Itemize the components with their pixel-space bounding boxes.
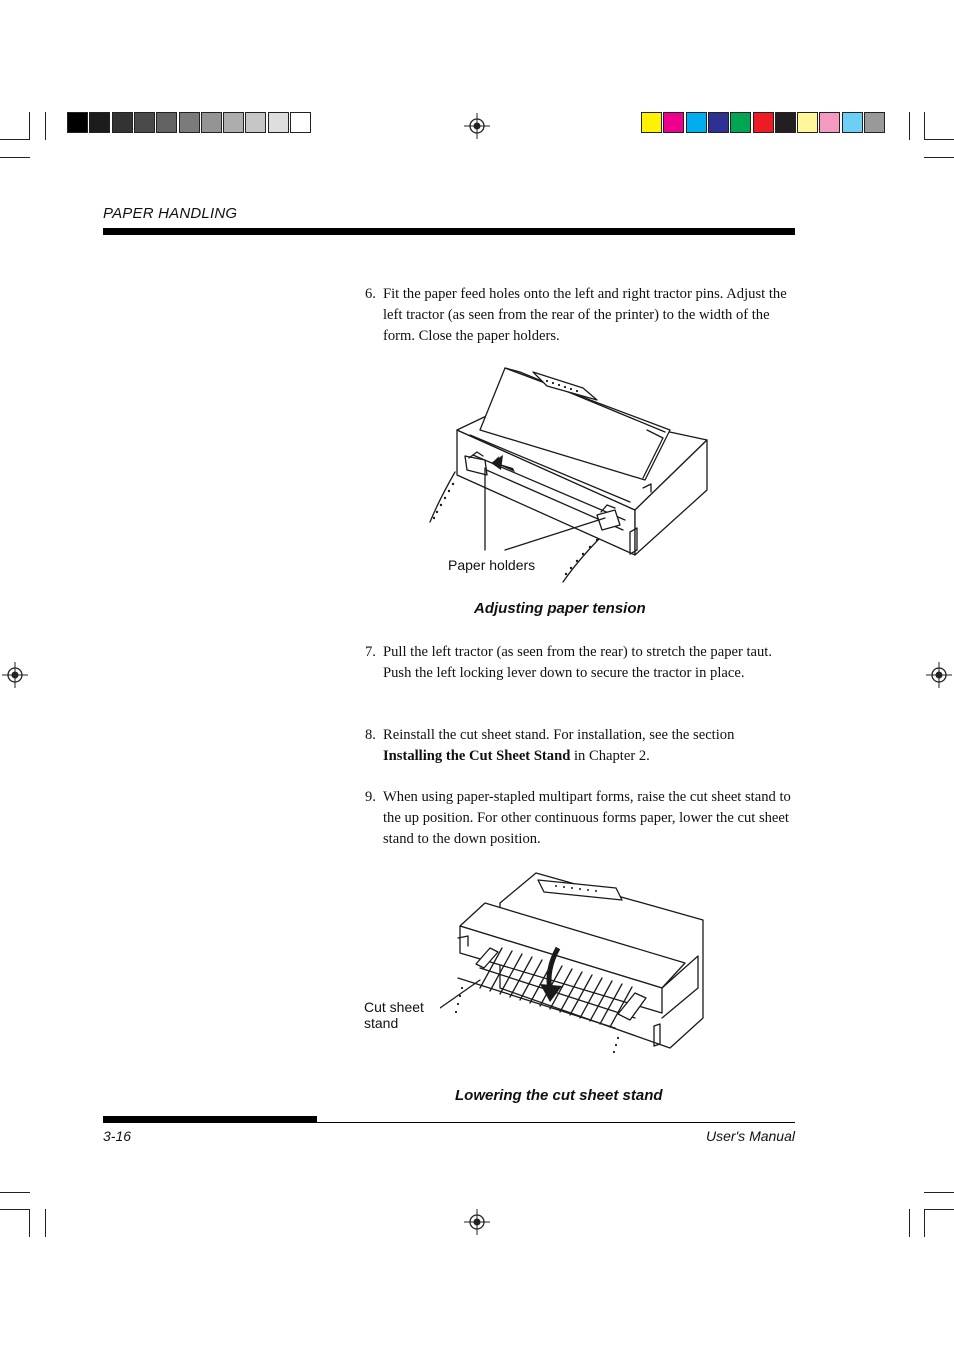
step-text: Fit the paper feed holes onto the left and right tractor pins. Adjust the left tractor (as seen from the rear of the printer) to the width of the form. Close the paper holders. [383,286,787,344]
callout-paper-holders: Paper holders [448,557,536,573]
crop-mark [45,112,46,140]
color-swatch [112,112,133,133]
step-number: 6. [365,286,376,302]
crop-mark [924,112,925,140]
color-swatch [753,112,774,133]
color-swatch [864,112,885,133]
crop-mark [29,1209,30,1237]
callout-cut-sheet-stand [364,999,424,1031]
figure-caption: Adjusting paper tension [474,600,646,617]
step-text-part: Reinstall the cut sheet stand. For installation, see the section [383,727,735,743]
crop-mark [45,1209,46,1237]
crop-mark [909,1209,910,1237]
page-number: 3-16 [103,1128,132,1144]
crop-mark [0,1209,30,1210]
step-9 [365,787,793,850]
color-swatch [201,112,222,133]
crop-mark [0,139,30,140]
crop-mark [0,157,30,158]
registration-target-icon [2,662,28,688]
color-swatch [156,112,177,133]
crop-mark [0,1192,30,1193]
registration-target-icon [464,113,490,139]
step-text-part: in Chapter 2. [570,748,650,764]
color-swatch [819,112,840,133]
color-swatch [67,112,88,133]
color-swatch [89,112,110,133]
figure-caption: Lowering the cut sheet stand [455,1087,663,1104]
step-number: 8. [365,727,376,743]
crop-mark [924,139,954,140]
crop-mark [924,1209,925,1237]
step-6 [365,284,797,347]
color-swatch [730,112,751,133]
step-8 [365,725,785,767]
printer-tractor-illustration [425,360,715,585]
color-swatch [797,112,818,133]
step-text: When using paper-stapled multipart forms, raise the cut sheet stand to the up position. For other continuous forms paper, lower the cut sheet stand to the down position. [383,789,791,847]
crop-mark [924,1192,954,1193]
callout-line: Cut sheet [364,999,424,1015]
callout-line: stand [364,1015,399,1031]
color-swatch [245,112,266,133]
running-header: PAPER HANDLING [103,205,238,222]
header-rule [103,228,795,235]
crop-mark [29,112,30,140]
color-swatch [223,112,244,133]
color-swatch [775,112,796,133]
registration-target-icon [926,662,952,688]
color-swatch [842,112,863,133]
step-number: 7. [365,644,376,660]
color-swatch [268,112,289,133]
step-text: Pull the left tractor (as seen from the rear) to stretch the paper taut. Push the left locking lever down to secure the tractor in place. [383,644,773,681]
step-text [383,725,785,767]
registration-target-icon [464,1209,490,1235]
color-swatch [134,112,155,133]
color-swatch [179,112,200,133]
step-7 [365,642,785,684]
crop-mark [924,157,954,158]
color-swatch [290,112,311,133]
step-number: 9. [365,789,376,805]
manual-title: User's Manual [705,1128,795,1144]
color-swatch [663,112,684,133]
section-reference: Installing the Cut Sheet Stand [383,748,571,764]
color-swatch [686,112,707,133]
footer-rule-thin [317,1122,795,1123]
footer-rule-thick [103,1116,317,1123]
cut-sheet-stand-illustration [440,868,710,1063]
crop-mark [909,112,910,140]
crop-mark [924,1209,954,1210]
color-swatch [708,112,729,133]
color-swatch [641,112,662,133]
